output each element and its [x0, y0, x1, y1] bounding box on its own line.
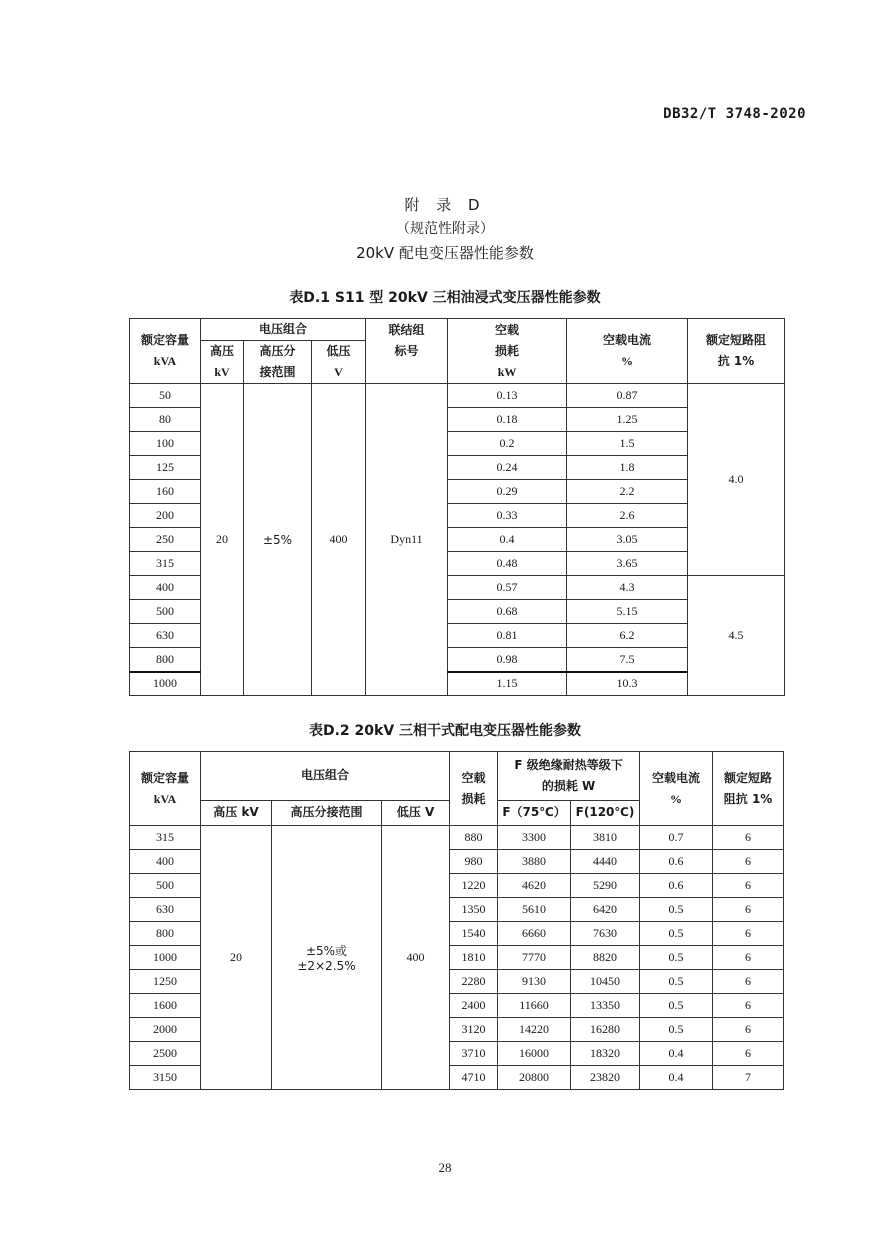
current-cell: 0.5 [640, 922, 713, 946]
current-cell: 0.87 [567, 384, 688, 408]
current-cell: 1.8 [567, 456, 688, 480]
current-cell: 0.4 [640, 1066, 713, 1090]
f120-cell: 7630 [571, 922, 640, 946]
loss-cell: 0.98 [448, 648, 567, 672]
hv-cell: 20 [201, 384, 244, 696]
current-cell: 7.5 [567, 648, 688, 672]
f120-cell: 18320 [571, 1042, 640, 1066]
f120-cell: 8820 [571, 946, 640, 970]
t2-header-load-loss: F 级绝缘耐热等级下 的损耗 W [498, 752, 640, 801]
appendix-title: 20kV 配电变压器性能参数 [356, 244, 534, 262]
loss-cell: 0.33 [448, 504, 567, 528]
table2-caption: 表D.2 20kV 三相干式配电变压器性能参数 [308, 723, 582, 739]
f75-cell: 7770 [498, 946, 571, 970]
loss-cell: 0.81 [448, 624, 567, 648]
capacity-cell: 400 [130, 576, 201, 600]
f120-cell: 16280 [571, 1018, 640, 1042]
capacity-cell: 1600 [130, 994, 201, 1018]
noload-loss-cell: 2280 [450, 970, 498, 994]
impedance-cell: 6 [713, 826, 784, 850]
impedance-cell: 6 [713, 1042, 784, 1066]
t2-header-f120: F(120℃) [571, 800, 640, 825]
current-cell: 0.7 [640, 826, 713, 850]
capacity-cell: 500 [130, 874, 201, 898]
current-cell: 6.2 [567, 624, 688, 648]
capacity-cell: 50 [130, 384, 201, 408]
lv-cell: 400 [382, 826, 450, 1090]
noload-loss-cell: 2400 [450, 994, 498, 1018]
impedance-cell: 6 [713, 898, 784, 922]
impedance-cell: 6 [713, 946, 784, 970]
current-cell: 0.6 [640, 874, 713, 898]
noload-loss-cell: 3710 [450, 1042, 498, 1066]
loss-cell: 0.48 [448, 552, 567, 576]
t1-header-impedance: 额定短路阻 抗 1% [688, 319, 785, 384]
appendix-type: （规范性附录） [396, 221, 494, 237]
page-number: 28 [438, 1160, 452, 1175]
hv-cell: 20 [201, 826, 272, 1090]
current-cell: 0.6 [640, 850, 713, 874]
capacity-cell: 400 [130, 850, 201, 874]
f120-cell: 10450 [571, 970, 640, 994]
t2-header-noload-loss: 空载 损耗 [450, 752, 498, 826]
f75-cell: 11660 [498, 994, 571, 1018]
t2-header-hv: 高压 kV [201, 800, 272, 825]
current-cell: 0.5 [640, 970, 713, 994]
t2-header-tap: 高压分接范围 [272, 800, 382, 825]
loss-cell: 1.15 [448, 672, 567, 696]
loss-cell: 0.24 [448, 456, 567, 480]
impedance-cell: 6 [713, 970, 784, 994]
t1-header-noload-loss: 空载 损耗 kW [448, 319, 567, 384]
loss-cell: 0.18 [448, 408, 567, 432]
capacity-cell: 100 [130, 432, 201, 456]
current-cell: 1.25 [567, 408, 688, 432]
tap-cell: ±5% [244, 384, 312, 696]
noload-loss-cell: 1540 [450, 922, 498, 946]
impedance-cell: 7 [713, 1066, 784, 1090]
t1-header-voltage-group: 电压组合 [201, 319, 366, 341]
current-cell: 3.05 [567, 528, 688, 552]
document-code: DB32/T 3748-2020 [663, 106, 806, 122]
capacity-cell: 2000 [130, 1018, 201, 1042]
f75-cell: 9130 [498, 970, 571, 994]
f75-cell: 16000 [498, 1042, 571, 1066]
noload-loss-cell: 1810 [450, 946, 498, 970]
noload-loss-cell: 4710 [450, 1066, 498, 1090]
impedance-cell: 6 [713, 922, 784, 946]
capacity-cell: 200 [130, 504, 201, 528]
f75-cell: 5610 [498, 898, 571, 922]
t1-header-noload-current: 空载电流 % [567, 319, 688, 384]
impedance-cell: 6 [713, 874, 784, 898]
impedance-cell: 6 [713, 994, 784, 1018]
loss-cell: 0.57 [448, 576, 567, 600]
t1-header-hv: 高压 kV [201, 341, 244, 384]
current-cell: 1.5 [567, 432, 688, 456]
f75-cell: 20800 [498, 1066, 571, 1090]
t1-header-lv: 低压 V [312, 341, 366, 384]
capacity-cell: 3150 [130, 1066, 201, 1090]
table2-dry-transformer [129, 751, 784, 1090]
capacity-cell: 630 [130, 898, 201, 922]
table1-oil-transformer [129, 318, 785, 696]
current-cell: 5.15 [567, 600, 688, 624]
noload-loss-cell: 1350 [450, 898, 498, 922]
capacity-cell: 800 [130, 922, 201, 946]
f120-cell: 6420 [571, 898, 640, 922]
capacity-cell: 2500 [130, 1042, 201, 1066]
capacity-cell: 160 [130, 480, 201, 504]
loss-cell: 0.68 [448, 600, 567, 624]
impedance-cell: 6 [713, 850, 784, 874]
capacity-cell: 315 [130, 826, 201, 850]
f120-cell: 3810 [571, 826, 640, 850]
appendix-label: 附 录 D [404, 196, 486, 214]
t2-header-noload-current: 空载电流 % [640, 752, 713, 826]
current-cell: 0.5 [640, 994, 713, 1018]
f75-cell: 3300 [498, 826, 571, 850]
impedance-cell: 6 [713, 1018, 784, 1042]
f120-cell: 23820 [571, 1066, 640, 1090]
current-cell: 0.5 [640, 1018, 713, 1042]
impedance-cell: 4.0 [688, 384, 785, 576]
f75-cell: 14220 [498, 1018, 571, 1042]
capacity-cell: 1250 [130, 970, 201, 994]
current-cell: 2.6 [567, 504, 688, 528]
noload-loss-cell: 1220 [450, 874, 498, 898]
t2-header-f75: F（75℃） [498, 800, 571, 825]
t2-header-impedance: 额定短路 阻抗 1% [713, 752, 784, 826]
table-row [130, 384, 785, 408]
impedance-cell: 4.5 [688, 576, 785, 696]
current-cell: 4.3 [567, 576, 688, 600]
current-cell: 0.4 [640, 1042, 713, 1066]
f120-cell: 4440 [571, 850, 640, 874]
f75-cell: 3880 [498, 850, 571, 874]
tap-cell: ±5%或 ±2×2.5% [272, 826, 382, 1090]
lv-cell: 400 [312, 384, 366, 696]
t2-header-capacity: 额定容量 kVA [130, 752, 201, 826]
loss-cell: 0.13 [448, 384, 567, 408]
loss-cell: 0.2 [448, 432, 567, 456]
capacity-cell: 1000 [130, 946, 201, 970]
t1-header-vector-group: 联结组 标号 [366, 319, 448, 384]
capacity-cell: 125 [130, 456, 201, 480]
capacity-cell: 500 [130, 600, 201, 624]
noload-loss-cell: 880 [450, 826, 498, 850]
vector-cell: Dyn11 [366, 384, 448, 696]
noload-loss-cell: 980 [450, 850, 498, 874]
capacity-cell: 80 [130, 408, 201, 432]
capacity-cell: 630 [130, 624, 201, 648]
t1-header-tap: 高压分 接范围 [244, 341, 312, 384]
loss-cell: 0.4 [448, 528, 567, 552]
capacity-cell: 1000 [130, 672, 201, 696]
f75-cell: 4620 [498, 874, 571, 898]
current-cell: 2.2 [567, 480, 688, 504]
t1-header-capacity: 额定容量 kVA [130, 319, 201, 384]
capacity-cell: 250 [130, 528, 201, 552]
table1-caption: 表D.1 S11 型 20kV 三相油浸式变压器性能参数 [289, 290, 601, 306]
capacity-cell: 315 [130, 552, 201, 576]
t2-header-voltage-group: 电压组合 [201, 752, 450, 801]
table-row [130, 826, 784, 850]
current-cell: 0.5 [640, 946, 713, 970]
current-cell: 3.65 [567, 552, 688, 576]
f75-cell: 6660 [498, 922, 571, 946]
capacity-cell: 800 [130, 648, 201, 672]
f120-cell: 13350 [571, 994, 640, 1018]
current-cell: 10.3 [567, 672, 688, 696]
noload-loss-cell: 3120 [450, 1018, 498, 1042]
f120-cell: 5290 [571, 874, 640, 898]
t2-header-lv: 低压 V [382, 800, 450, 825]
current-cell: 0.5 [640, 898, 713, 922]
loss-cell: 0.29 [448, 480, 567, 504]
